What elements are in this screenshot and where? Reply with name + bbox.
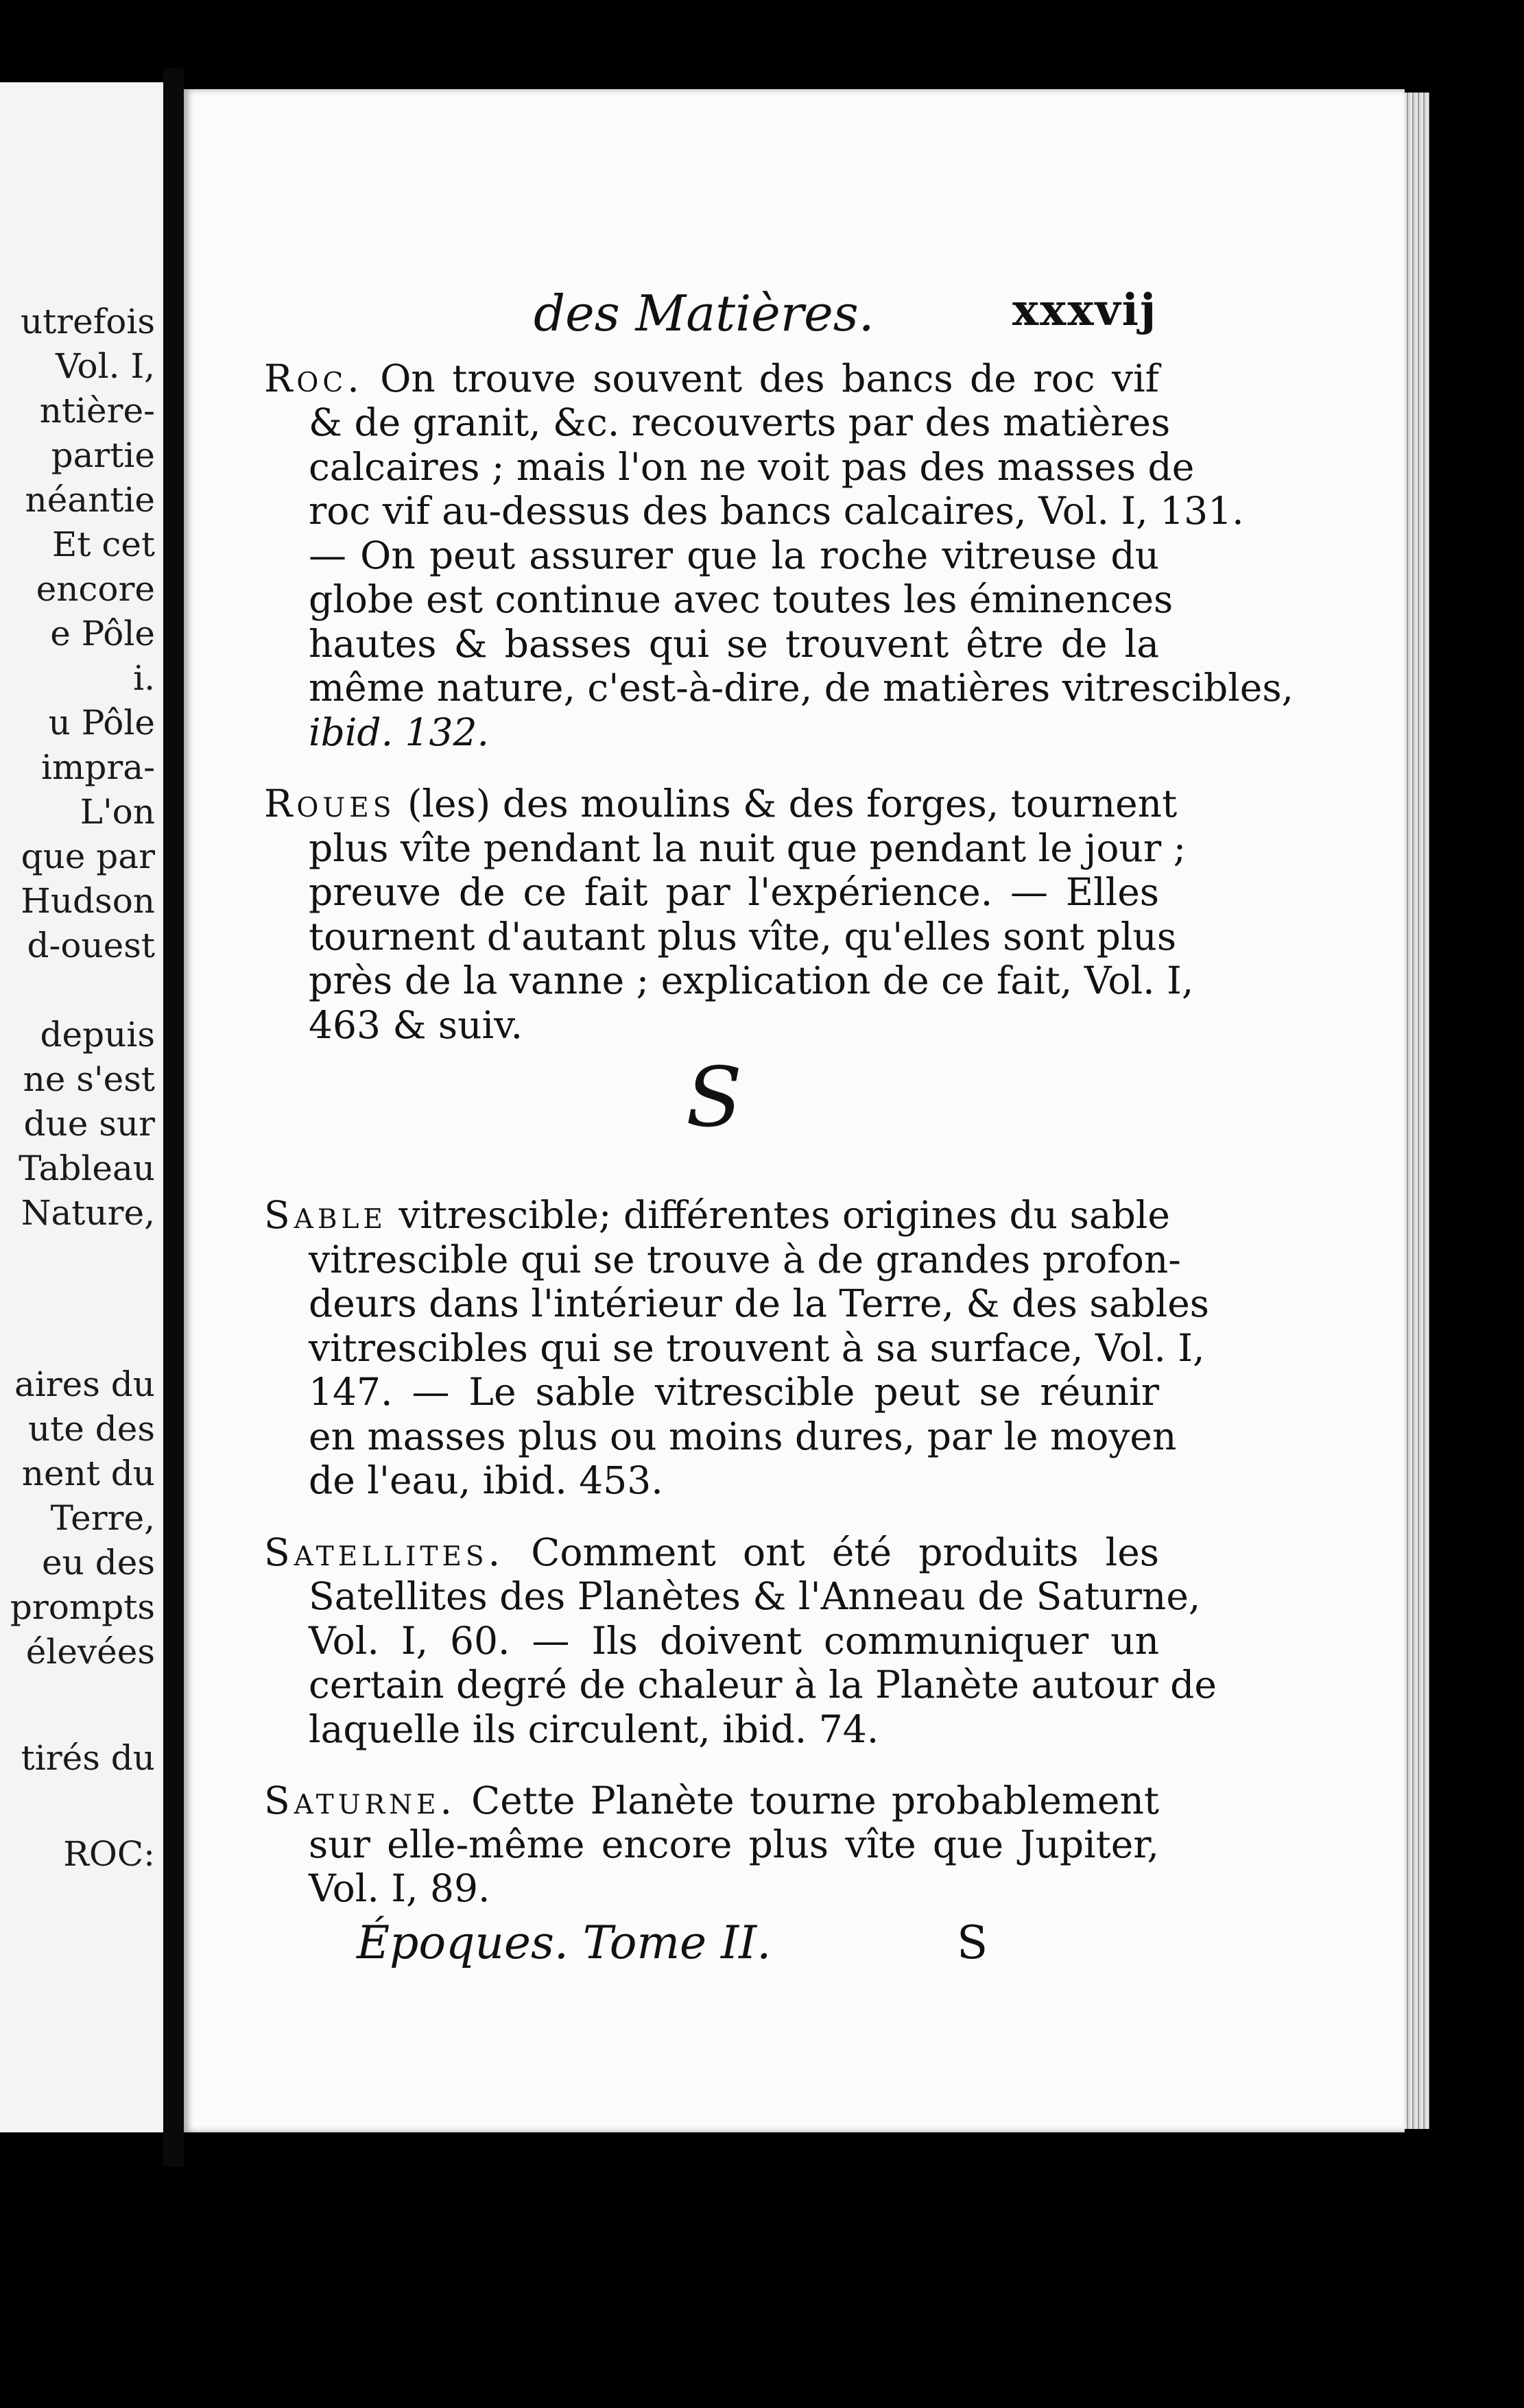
left-page-line: aires du <box>14 1364 155 1404</box>
entry-roues-line: tournent d'autant plus vîte, qu'elles sont plus <box>309 915 1177 959</box>
left-page-line: Nature, <box>21 1193 155 1233</box>
entry-satellites-line: Satellites des Planètes & l'Anneau de Saturne, <box>309 1574 1201 1618</box>
left-page-line: néantie <box>25 480 155 520</box>
left-page-line: e Pôle <box>50 614 155 653</box>
left-page-line: u Pôle <box>48 703 155 743</box>
entry-roc-line: & de granit, &c. recouverts par des matières <box>309 400 1171 444</box>
entry-sable-head: Sable <box>264 1193 387 1237</box>
entry-sable-line: de l'eau, ibid. 453. <box>309 1458 663 1502</box>
entry-sable-line: vitrescible qui se trouve à de grandes profon- <box>309 1238 1181 1281</box>
running-header-title: des Matières. <box>534 285 874 342</box>
entry-roues-line: 463 & suiv. <box>309 1003 523 1047</box>
left-page-line: encore <box>36 569 155 609</box>
left-page-line: Terre, <box>50 1498 155 1538</box>
entry-roc-line: roc vif au-dessus des bancs calcaires, Vol. I, 131. <box>309 489 1244 533</box>
entry-roc-line: ibid. 132. <box>309 710 490 754</box>
entry-satellites-line: Vol. I, 60. — Ils doivent communiquer un <box>309 1619 1159 1663</box>
left-page-line: ROC: <box>63 1834 155 1874</box>
left-page-line: L'on <box>80 792 155 832</box>
entry-satellites-head: Satellites. <box>264 1530 505 1574</box>
entry-sable-line: en masses plus ou moins dures, par le moyen <box>309 1414 1177 1458</box>
left-page-line: impra- <box>40 747 155 787</box>
left-page-line: prompts <box>10 1587 155 1627</box>
left-page-line: tirés du <box>21 1738 155 1778</box>
left-page-line: Vol. I, <box>55 346 155 386</box>
entry-roues-line: preuve de ce fait par l'expérience. — Elles <box>309 870 1159 914</box>
entry-sable-line: 147. — Le sable vitrescible peut se réunir <box>309 1370 1159 1414</box>
left-page-line: que par <box>21 836 155 876</box>
left-page-line: nent du <box>21 1454 155 1493</box>
left-page-line: due sur <box>23 1104 155 1144</box>
entry-roues-line: plus vîte pendant la nuit que pendant le jour ; <box>309 826 1187 870</box>
entry-roc-line: hautes & basses qui se trouvent être de la <box>309 622 1159 666</box>
left-page-line: ntière- <box>39 391 155 431</box>
entry-saturne-head: Saturne. <box>264 1779 457 1822</box>
left-page-line: utrefois <box>20 302 155 341</box>
entry-saturne-line: sur elle-même encore plus vîte que Jupiter, <box>309 1822 1159 1866</box>
entry-satellites-line: laquelle ils circulent, ibid. 74. <box>309 1707 879 1751</box>
entry-sable-line: deurs dans l'intérieur de la Terre, & des sables <box>309 1281 1209 1325</box>
left-page-line: ne s'est <box>23 1059 155 1099</box>
entry-roues-head: Roues <box>264 782 396 826</box>
page-number: xxxvij <box>1012 285 1158 336</box>
entry-sable-line: vitrescibles qui se trouvent à sa surface, Vol. I, <box>309 1326 1205 1370</box>
entry-satellites-line-1: Satellites. Comment ont été produits les <box>264 1530 1159 1574</box>
entry-roc-line: même nature, c'est-à-dire, de matières vitrescibles, <box>309 666 1294 710</box>
left-page-line: élevées <box>25 1632 155 1672</box>
entry-roc-line-1: Roc. On trouve souvent des bancs de roc vif <box>264 357 1160 400</box>
left-page-line: partie <box>51 435 155 475</box>
entry-roues-line-1: Roues (les) des moulins & des forges, tournent <box>264 782 1178 826</box>
section-letter: S <box>686 1050 743 1146</box>
entry-roc-line: — On peut assurer que la roche vitreuse du <box>309 533 1159 577</box>
left-page-line: d-ouest <box>27 926 155 965</box>
left-page-line: i. <box>133 658 155 698</box>
left-page-line: Tableau <box>19 1148 155 1188</box>
left-page-line: depuis <box>40 1015 155 1055</box>
left-page-line: eu des <box>42 1543 155 1582</box>
entry-saturne-line: Vol. I, 89. <box>309 1866 490 1910</box>
footer-signature-mark: S <box>957 1916 988 1969</box>
left-page-line: ute des <box>27 1409 155 1449</box>
entry-saturne-line-1: Saturne. Cette Planète tourne probablement <box>264 1779 1159 1822</box>
left-page-line: Et cet <box>51 525 155 564</box>
footer-volume: Époques. Tome II. <box>357 1916 772 1969</box>
entry-roc-head: Roc. <box>264 357 364 400</box>
entry-roc-line: globe est continue avec toutes les éminences <box>309 577 1174 621</box>
entry-sable-line-1: Sable vitrescible; différentes origines du sable <box>264 1193 1170 1237</box>
entry-roc-line: calcaires ; mais l'on ne voit pas des masses de <box>309 445 1195 489</box>
entry-roues-line: près de la vanne ; explication de ce fait, Vol. I, <box>309 959 1194 1002</box>
left-page-line: Hudson <box>21 881 155 921</box>
entry-satellites-line: certain degré de chaleur à la Planète autour de <box>309 1663 1217 1707</box>
